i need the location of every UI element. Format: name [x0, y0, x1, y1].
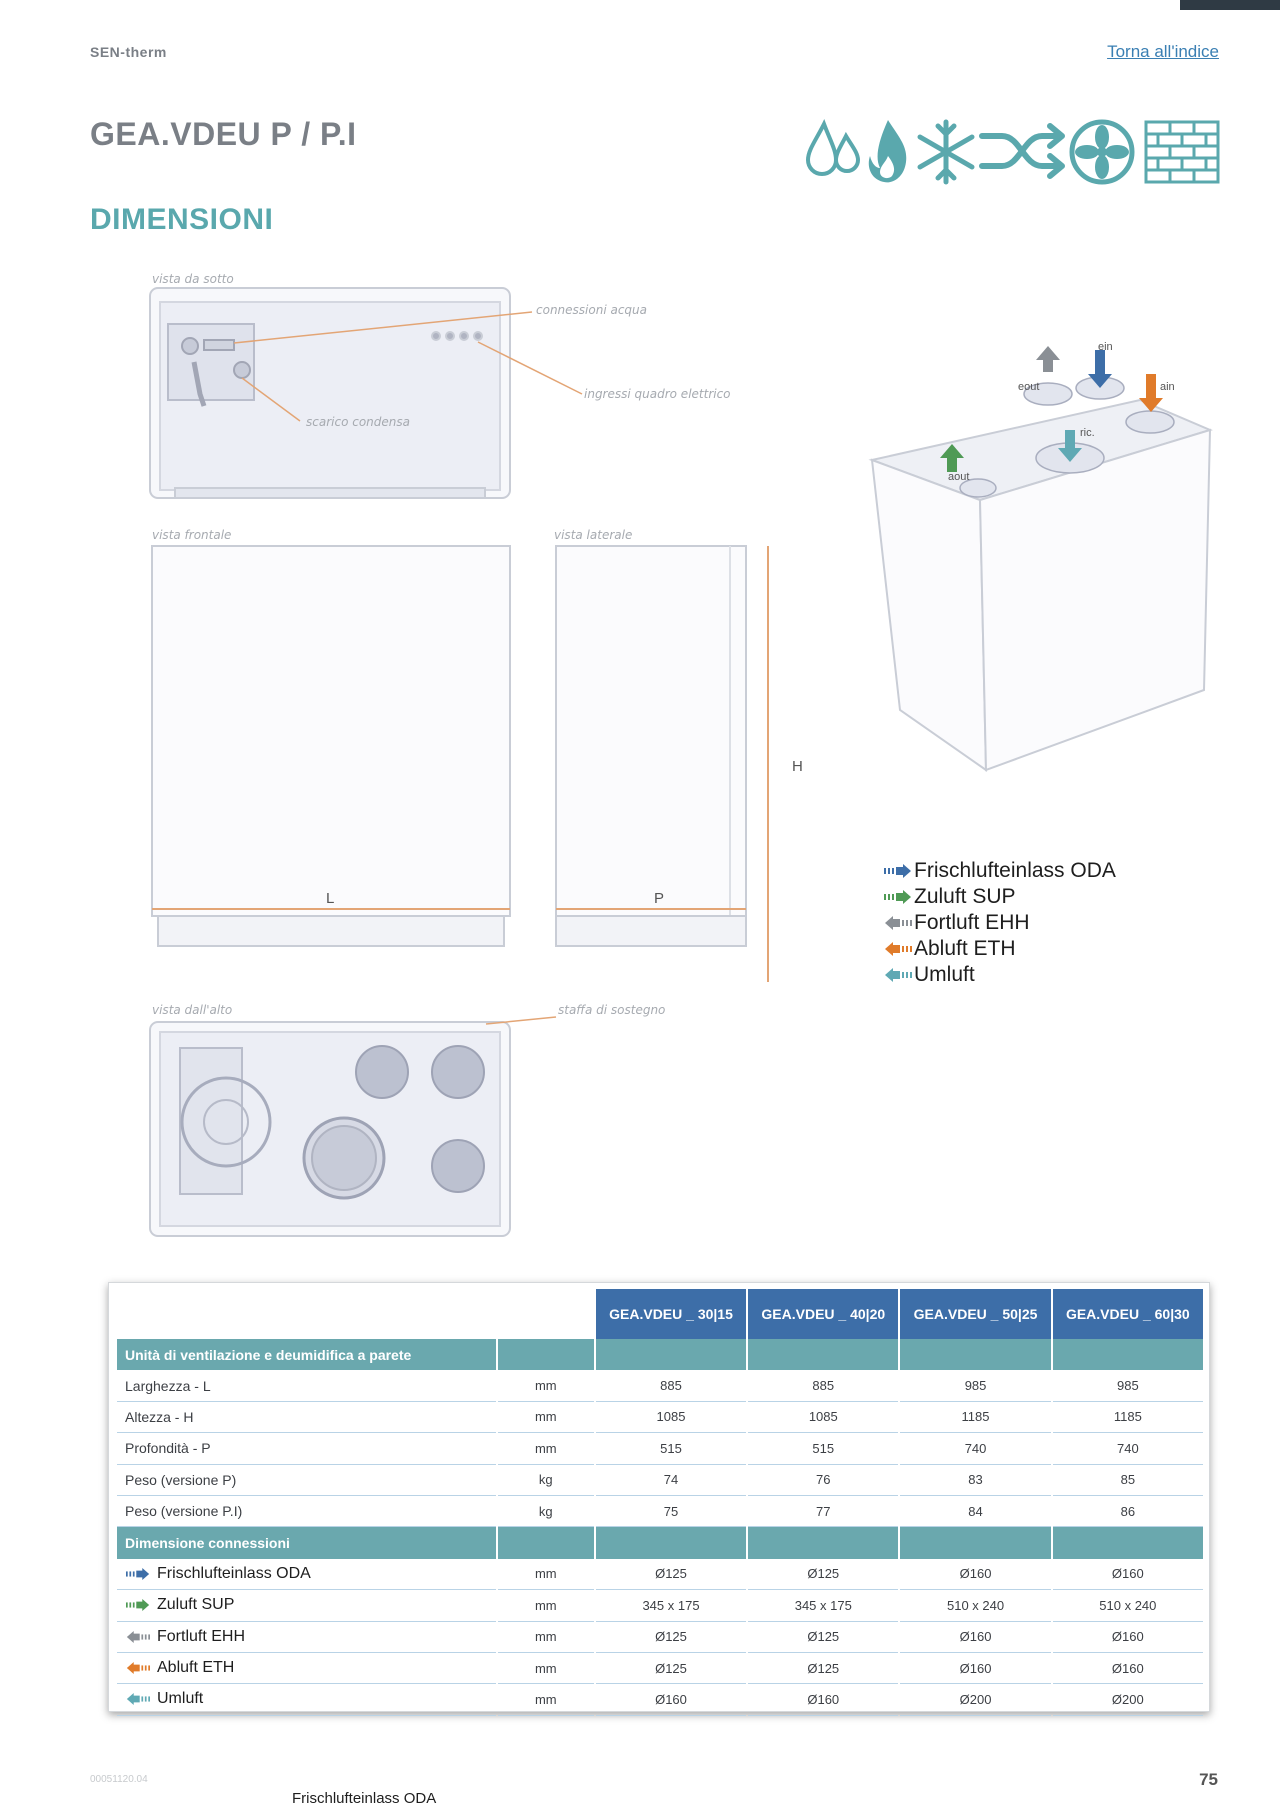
leader-support-bracket	[486, 1017, 556, 1024]
front-view	[152, 546, 510, 946]
arrow-left-teal-icon	[884, 968, 912, 982]
side-view	[556, 546, 746, 946]
arrow-left-orange-icon	[125, 1662, 151, 1674]
arrow-right-green-icon	[884, 890, 912, 904]
feature-icons	[802, 112, 1222, 188]
top-view	[150, 1022, 510, 1236]
back-to-index-link[interactable]: Torna all'indice	[1107, 42, 1219, 61]
label-view-bottom: vista da sotto	[152, 272, 234, 286]
label-support-bracket: staffa di sostegno	[558, 1003, 666, 1017]
table-row: Abluft ETH mm Ø125 Ø125 Ø160 Ø160	[117, 1653, 1203, 1684]
label-a-out: aout	[948, 471, 970, 483]
shuffle-arrows-icon	[982, 126, 1062, 176]
label-a-in: ain	[1160, 381, 1175, 393]
legend-label: Umluft	[914, 963, 975, 986]
arrow-right-blue-icon	[884, 864, 912, 878]
brick-wall-icon	[1146, 122, 1218, 182]
label-e-out: eout	[1018, 381, 1040, 393]
table-row: Fortluft EHH mm Ø125 Ø125 Ø160 Ø160	[117, 1622, 1203, 1653]
model-header-row	[117, 1289, 1203, 1339]
legend-label: Fortluft EHH	[914, 911, 1030, 934]
spec-table-panel	[108, 1282, 1210, 1712]
model-header: GEA.VDEU _ 50|25	[900, 1289, 1050, 1339]
fan-icon	[1072, 122, 1132, 182]
label-water-connections: connessioni acqua	[536, 303, 647, 317]
group-title: Dimensione connessioni	[117, 1527, 496, 1558]
corner-tab	[1180, 0, 1280, 10]
group-title: Unità di ventilazione e deumidifica a parete	[117, 1339, 496, 1370]
spec-table	[115, 1289, 1205, 1716]
section-title: DIMENSIONI	[90, 203, 274, 236]
dimension-H: H	[792, 758, 803, 775]
table-row: Profondità - P mm 515 515 740 740	[117, 1433, 1203, 1464]
water-drop-icon	[808, 124, 858, 174]
dimension-L: L	[326, 890, 335, 907]
legend-item-ehh	[884, 910, 1116, 936]
page-title: GEA.VDEU P / P.I	[90, 116, 357, 152]
airflow-legend	[884, 858, 1116, 988]
technical-drawings	[140, 266, 803, 1242]
legend-label: Abluft ETH	[914, 937, 1016, 960]
group-header-connections	[117, 1527, 1203, 1558]
brand-logo: SEN-therm	[90, 44, 167, 60]
label-condensate-drain: scarico condensa	[306, 415, 410, 429]
flame-icon	[869, 120, 906, 182]
legend-item-oda	[884, 858, 1116, 884]
arrow-left-grey-icon	[125, 1631, 151, 1643]
model-header: GEA.VDEU _ 30|15	[596, 1289, 746, 1339]
legend-item-eth	[884, 936, 1116, 962]
arrow-left-teal-icon	[125, 1693, 151, 1705]
arrow-left-orange-icon	[884, 942, 912, 956]
label-ric: ric.	[1080, 427, 1095, 439]
model-header: GEA.VDEU _ 40|20	[748, 1289, 898, 1339]
footer-note: Frischlufteinlass ODA	[292, 1790, 437, 1807]
legend-label: Frischlufteinlass ODA	[914, 859, 1116, 882]
label-e-in: ein	[1098, 341, 1113, 353]
table-row: Larghezza - L mm 885 885 985 985	[117, 1370, 1203, 1401]
arrow-left-grey-icon	[884, 916, 912, 930]
snowflake-icon	[920, 122, 972, 182]
table-row: Peso (versione P.I) kg 75 77 84 86	[117, 1496, 1203, 1527]
model-header: GEA.VDEU _ 60|30	[1053, 1289, 1203, 1339]
document-code: 00051120.04	[90, 1774, 148, 1785]
legend-label: Zuluft SUP	[914, 885, 1016, 908]
label-view-side: vista laterale	[554, 528, 633, 542]
table-row: Zuluft SUP mm 345 x 175 345 x 175 510 x 240 510 x 240	[117, 1590, 1203, 1621]
legend-item-sup	[884, 884, 1116, 910]
arrow-right-green-icon	[125, 1599, 151, 1611]
label-view-top: vista dall'alto	[152, 1003, 233, 1017]
table-row: Peso (versione P) kg 74 76 83 85	[117, 1465, 1203, 1496]
group-header-unit	[117, 1339, 1203, 1370]
table-row: Altezza - H mm 1085 1085 1185 1185	[117, 1402, 1203, 1433]
page-number: 75	[1199, 1770, 1218, 1789]
perspective-view	[860, 330, 1220, 790]
dimension-P: P	[654, 890, 665, 907]
label-electrical-inputs: ingressi quadro elettrico	[584, 387, 731, 401]
label-view-front: vista frontale	[152, 528, 232, 542]
table-row: Frischlufteinlass ODA mm Ø125 Ø125 Ø160 Ø160	[117, 1559, 1203, 1590]
arrow-right-blue-icon	[125, 1568, 151, 1580]
legend-item-umluft	[884, 962, 1116, 988]
table-row: Umluft mm Ø160 Ø160 Ø200 Ø200	[117, 1684, 1203, 1715]
